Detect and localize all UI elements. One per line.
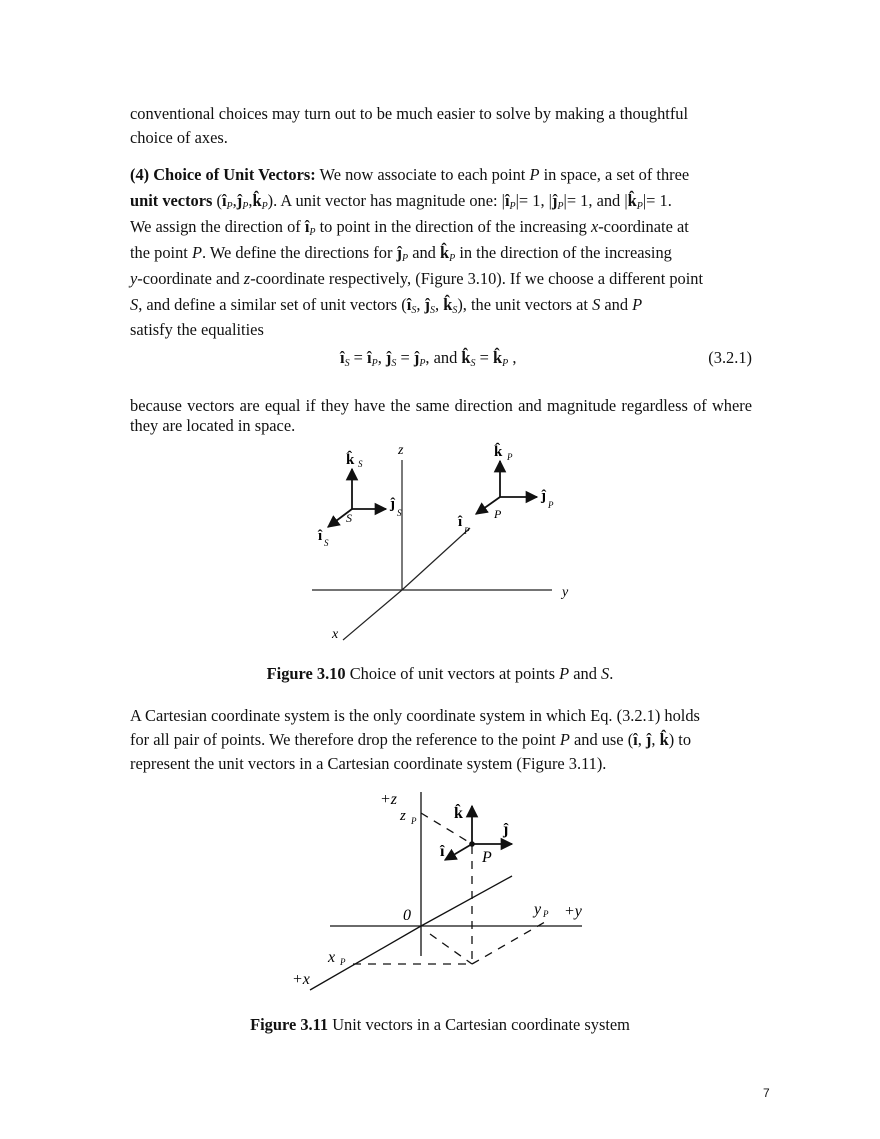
dashed-zp-line bbox=[421, 813, 472, 844]
k-hat: k̂ bbox=[659, 730, 669, 749]
j-hat: ĵ bbox=[413, 348, 420, 367]
cartesian-line-3: represent the unit vectors in a Cartesian coordinate system (Figure 3.11). bbox=[130, 754, 607, 773]
sub: P bbox=[226, 201, 233, 212]
symbol-x: x bbox=[590, 217, 599, 236]
equation-formula: $î_S$ = $î_P$, $ĵ_S$ = $ĵ_P$, and $k̂_S$ = $k̂_P$ , bbox=[340, 348, 517, 369]
text-span: -coordinate and bbox=[137, 269, 240, 288]
i-arrow bbox=[445, 844, 472, 860]
intro-line-1: conventional choices may turn out to be much easier to solve by making a thoughtful bbox=[130, 104, 689, 123]
i-hat: î bbox=[304, 217, 310, 236]
sub: S bbox=[452, 305, 458, 316]
intro-paragraph bbox=[130, 102, 752, 150]
text-span: , and define a similar set of unit vectors bbox=[138, 295, 398, 314]
k-hat: k̂ bbox=[443, 295, 453, 314]
symbol-P: P bbox=[559, 664, 570, 683]
k-s-label: k̂ bbox=[346, 452, 355, 468]
sub: P bbox=[509, 201, 516, 212]
text-span: the point bbox=[130, 243, 188, 262]
dashed-origin-line bbox=[430, 934, 472, 964]
text-span: and bbox=[433, 348, 458, 367]
i-label: î bbox=[440, 843, 445, 860]
text-span: -coordinate at bbox=[598, 217, 689, 236]
text-span: and bbox=[573, 664, 597, 683]
sub: S bbox=[411, 305, 417, 316]
cartesian-paragraph bbox=[130, 704, 752, 776]
figure-3-10-label: Figure 3.10 bbox=[266, 664, 346, 683]
eq-one: = 1 bbox=[566, 191, 589, 210]
j-hat: ĵ bbox=[551, 191, 558, 210]
section-4-line-7: satisfy the equalities bbox=[130, 320, 264, 339]
text-span: We now associate to each point bbox=[319, 165, 526, 184]
label-plus-x: +x bbox=[292, 971, 310, 988]
i-p-label: î bbox=[458, 514, 463, 530]
sub: P bbox=[309, 227, 316, 238]
sub: P bbox=[419, 358, 426, 369]
label-yp: y bbox=[534, 901, 542, 918]
sub: S bbox=[391, 358, 397, 369]
cartesian-line-1: A Cartesian coordinate system is the only coordinate system in which Eq. (3.2.1) holds bbox=[130, 706, 700, 725]
k-p-label: k̂ bbox=[494, 444, 503, 460]
sub: P bbox=[449, 253, 456, 264]
text-span: for all pair of points. We therefore drop the reference to the point bbox=[130, 730, 556, 749]
k-hat: k̂ bbox=[493, 348, 503, 367]
x-axis bbox=[343, 590, 402, 640]
sub: P bbox=[557, 201, 564, 212]
equals: = bbox=[400, 348, 410, 367]
because-paragraph: because vectors are equal if they have the same direction and magnitude regardless of where they are located in space. bbox=[130, 396, 752, 435]
text-span: to point in the direction of the increasing bbox=[319, 217, 587, 236]
j-s-sub: S bbox=[397, 508, 402, 518]
figure-3-11-diagram bbox=[0, 786, 880, 996]
j-hat: ĵ bbox=[396, 243, 402, 262]
sub: P bbox=[636, 201, 643, 212]
symbol-S: S bbox=[130, 295, 139, 314]
k-label: k̂ bbox=[454, 805, 463, 822]
symbol-y: y bbox=[130, 269, 138, 288]
cartesian-line-2: for all pair of points. We therefore drop the reference to the point P and use (î, ĵ, k̂) to bbox=[130, 730, 692, 749]
j-hat: ĵ bbox=[424, 295, 430, 314]
i-s-sub: S bbox=[324, 538, 329, 548]
text-span: to bbox=[678, 730, 692, 749]
section-4-line-2: unit vectors $(î_P,ĵ_P,k̂_P)$. A unit vector has magnitude one: $|î_P|= 1$, $|ĵ_P|= 1$, and $|k̂_P|= 1$. bbox=[130, 191, 672, 212]
point-P-label: P bbox=[494, 507, 502, 521]
figure-3-10-caption: Figure 3.10 Choice of unit vectors at points P and S. bbox=[266, 664, 614, 683]
symbol-S: S bbox=[592, 295, 601, 314]
text-span: and bbox=[412, 243, 436, 262]
symbol-S: S bbox=[601, 664, 610, 683]
text-span: Choice of unit vectors at points bbox=[349, 664, 555, 683]
sub: S bbox=[344, 358, 350, 369]
k-hat: k̂ bbox=[461, 348, 471, 367]
i-hat: î bbox=[406, 295, 412, 314]
k-hat: k̂ bbox=[439, 243, 450, 262]
j-hat: ĵ bbox=[236, 191, 243, 210]
text-span: , the unit vectors at bbox=[462, 295, 588, 314]
text-span: Unit vectors in a Cartesian coordinate system bbox=[332, 1015, 630, 1034]
i-s-label: î bbox=[318, 528, 323, 544]
text-span: We assign the direction of bbox=[130, 217, 301, 236]
page-number: 7 bbox=[763, 1086, 770, 1100]
unit-vectors-bold: unit vectors bbox=[130, 191, 213, 210]
point-S-label: S bbox=[346, 511, 352, 525]
label-plus-z: +z bbox=[380, 791, 398, 808]
section-4-heading: (4) Choice of Unit Vectors: bbox=[130, 165, 316, 184]
j-p-label: ĵ bbox=[541, 488, 546, 504]
x-axis-back bbox=[402, 528, 470, 590]
j-hat: ĵ bbox=[645, 730, 652, 749]
x-axis-back bbox=[421, 876, 512, 926]
label-z: z bbox=[398, 443, 404, 458]
equals: = bbox=[353, 348, 363, 367]
label-xp-sub: P bbox=[340, 957, 346, 967]
text-span: -coordinate respectively, (Figure 3.10). If we choose a different point bbox=[250, 269, 704, 288]
i-p-sub: P bbox=[464, 526, 470, 536]
x-axis bbox=[310, 926, 421, 990]
sub: S bbox=[430, 305, 435, 316]
equation-number: (3.2.1) bbox=[708, 348, 752, 367]
j-label: ĵ bbox=[503, 821, 509, 838]
symbol-P: P bbox=[529, 165, 540, 184]
text-span: in space, a set of three bbox=[543, 165, 690, 184]
label-zp: z bbox=[400, 808, 406, 824]
i-hat: î bbox=[367, 348, 372, 367]
label-origin: 0 bbox=[403, 907, 411, 924]
text-span: in the direction of the increasing bbox=[459, 243, 672, 262]
text-span: . A unit vector has magnitude one: bbox=[273, 191, 498, 210]
equals: = bbox=[479, 348, 489, 367]
eq-one: = 1 bbox=[646, 191, 668, 210]
label-zp-sub: P bbox=[411, 816, 417, 826]
figure-3-11-caption bbox=[0, 1015, 880, 1035]
j-s-label: ĵ bbox=[390, 496, 395, 512]
text-span: , and bbox=[588, 191, 621, 210]
dashed-yp-line bbox=[472, 922, 545, 964]
eq-one: = 1 bbox=[518, 191, 541, 210]
k-s-sub: S bbox=[358, 459, 363, 469]
label-P: P bbox=[482, 849, 492, 866]
sub: P bbox=[242, 201, 249, 212]
sub: S bbox=[470, 358, 476, 369]
i-hat: î bbox=[633, 730, 638, 749]
section-4-line-1 bbox=[130, 162, 752, 188]
figure-3-10-diagram bbox=[0, 436, 880, 656]
text-span: . We define the directions for bbox=[201, 243, 393, 262]
symbol-P: P bbox=[559, 730, 570, 749]
label-yp-sub: P bbox=[543, 909, 549, 919]
text-span: and use bbox=[573, 730, 624, 749]
j-hat: ĵ bbox=[385, 348, 392, 367]
i-hat: î bbox=[221, 191, 227, 210]
label-plus-y: +y bbox=[564, 903, 582, 920]
sub: P bbox=[371, 358, 378, 369]
i-hat: î bbox=[340, 348, 345, 367]
section-4-line-5 bbox=[130, 266, 752, 292]
section-4-line-6: S, and define a similar set of unit vectors ($î_S$, $ĵ_S$, $k̂_S$), the unit vectors at S and P bbox=[130, 295, 643, 316]
text-span: and bbox=[604, 295, 629, 314]
i-hat: î bbox=[504, 191, 510, 210]
symbol-P: P bbox=[191, 243, 202, 262]
sub: P bbox=[261, 201, 268, 212]
figure-3-11-label: Figure 3.11 bbox=[250, 1015, 329, 1034]
sub: P bbox=[502, 358, 509, 369]
k-p-sub: P bbox=[507, 452, 513, 462]
symbol-z: z bbox=[243, 269, 251, 288]
section-4-line-3 bbox=[130, 214, 752, 240]
section-4-line-4 bbox=[130, 240, 752, 266]
j-p-sub: P bbox=[548, 500, 554, 510]
k-hat: k̂ bbox=[627, 191, 637, 210]
label-y: y bbox=[562, 585, 569, 600]
section-4-paragraph bbox=[130, 162, 752, 342]
label-xp: x bbox=[328, 949, 336, 966]
intro-line-2: choice of axes. bbox=[130, 128, 228, 147]
sub: P bbox=[401, 253, 409, 264]
label-x: x bbox=[332, 627, 339, 642]
symbol-P: P bbox=[632, 295, 643, 314]
k-hat: k̂ bbox=[252, 191, 262, 210]
